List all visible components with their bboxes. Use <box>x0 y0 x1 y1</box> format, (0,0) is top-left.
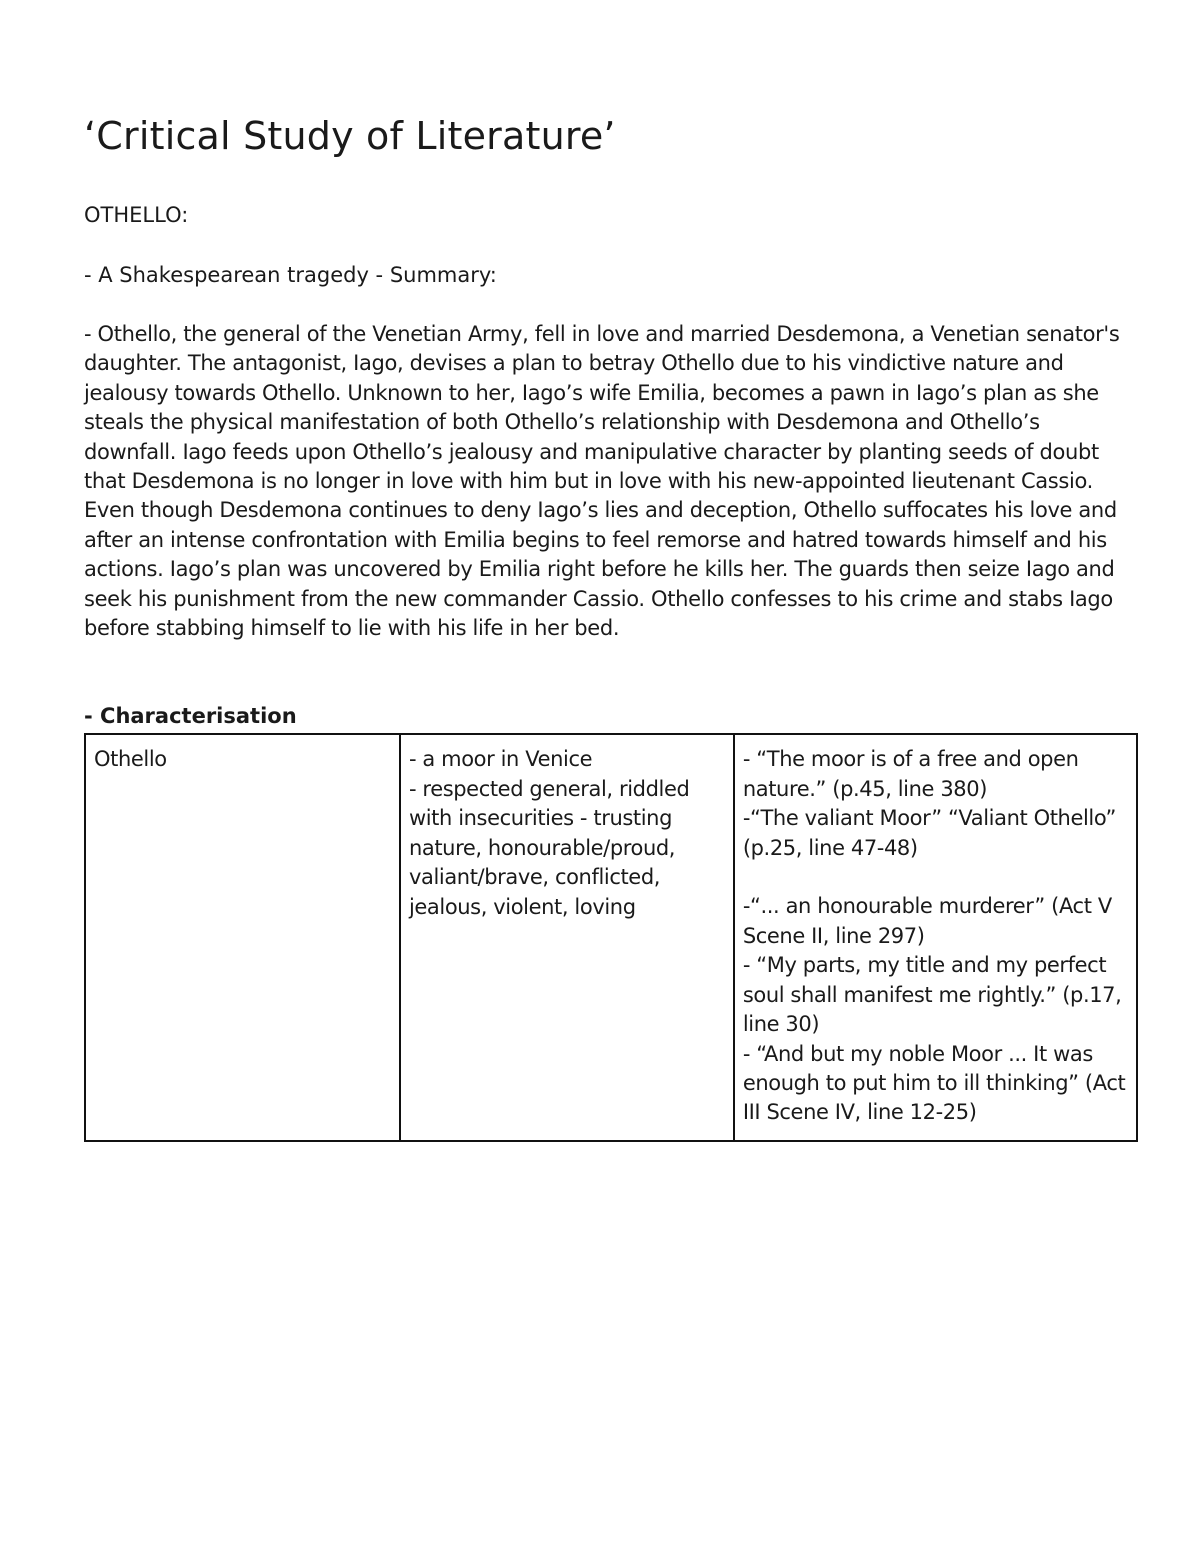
document-page <box>84 108 1140 1142</box>
character-traits-cell <box>400 734 734 1140</box>
quote-spacer <box>743 863 1128 892</box>
document-title: ‘Critical Study of Literature’ <box>84 114 616 158</box>
character-name: Othello <box>94 747 167 772</box>
quote-item: -“The valiant Moor” “Valiant Othello” (p.25, line 47-48) <box>742 806 1117 860</box>
characterisation-table <box>84 733 1138 1141</box>
plot-summary-paragraph: - Othello, the general of the Venetian Army, fell in love and married Desdemona, a Venetian senator's daughter. The antagonist, Iago, devises a plan to betray Othello due to his vindictive nature and jealousy towards Othello. Unknown to her, Iago’s wife Emilia, becomes a pawn in Iago’s plan as she steals the physical manifestation of both Othello’s relationship with Desdemona and Othello’s downfall. Iago feeds upon Othello’s jealousy and manipulative character by planting seeds of doubt that Desdemona is no longer in love with him but in love with his new-appointed lieutenant Cassio. Even though Desdemona continues to deny Iago’s lies and deception, Othello suffocates his love and after an intense confrontation with Emilia begins to feel remorse and hatred towards himself and his actions. Iago’s plan was uncovered by Emilia right before he kills her. The guards then seize Iago and seek his punishment from the new commander Cassio. Othello confesses to his crime and stabs Iago before stabbing himself to lie with his life in her bed. <box>84 322 1120 641</box>
table-row <box>85 734 1137 1140</box>
trait-item: - respected general, riddled with insecurities - trusting nature, honourable/proud, valiant/brave, conflicted, jealous, violent, loving <box>408 776 690 919</box>
quote-item: - “My parts, my title and my perfect soul shall manifest me rightly.” (p.17, line 30) <box>742 953 1122 1037</box>
quote-item: - “And but my noble Moor ... It was enough to put him to ill thinking” (Act III Scene IV, line 12-25) <box>742 1041 1126 1125</box>
genre-summary-label: - A Shakespearean tragedy - Summary: <box>84 263 497 287</box>
quote-item: -“... an honourable murderer” (Act V Scene II, line 297) <box>742 894 1112 948</box>
characterisation-heading: - Characterisation <box>84 704 297 729</box>
trait-item: - a moor in Venice <box>408 747 593 772</box>
play-heading: OTHELLO: <box>84 203 189 227</box>
character-name-cell <box>85 734 400 1140</box>
character-quotes-cell <box>734 734 1137 1140</box>
quote-item: - “The moor is of a free and open nature.” (p.45, line 380) <box>742 747 1079 801</box>
